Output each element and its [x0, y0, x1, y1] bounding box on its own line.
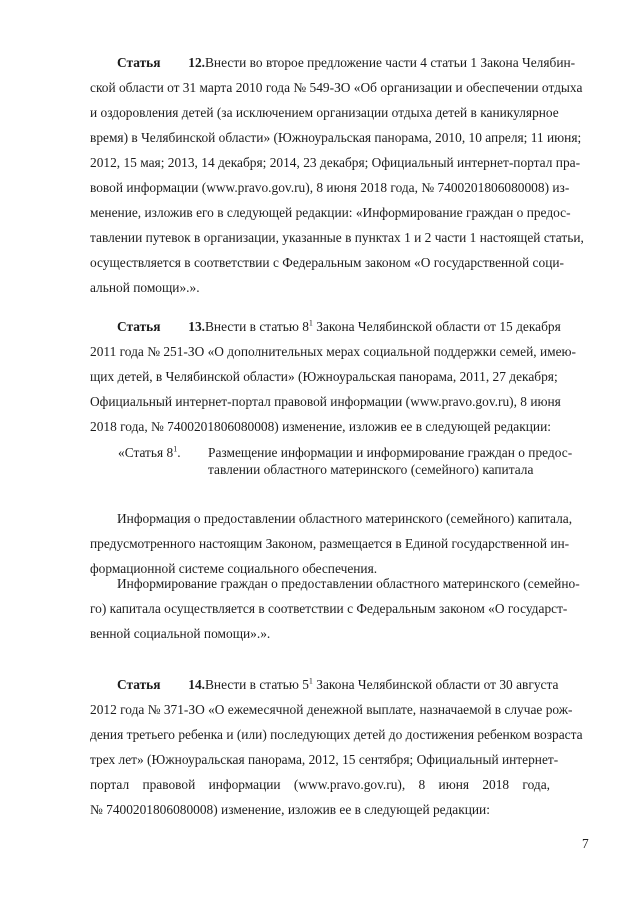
- page-number: 7: [582, 836, 589, 851]
- article-12-line-5: 2012, 15 мая; 2013, 14 декабря; 2014, 23 декабря; Официальный интернет-портал пра-: [90, 155, 581, 170]
- article-12-label: Статья 12.: [117, 55, 205, 70]
- article-12-line-3: и оздоровления детей (за исключением организации отдыха детей в каникулярное: [90, 105, 559, 120]
- article-14-line-1: Статья 14.Внести в статью $5^1$ Закона Челябинской области от 30 августа: [117, 676, 559, 692]
- article-13-line-3: щих детей, в Челябинской области» (Южноуральская панорама, 2011, 27 декабря;: [90, 369, 558, 384]
- subarticle-title-line-2: тавлении областного материнского (семейного) капитала: [208, 462, 534, 477]
- subarticle-heading: [118, 444, 573, 480]
- paragraph-informing-line-1: Информирование граждан о предоставлении областного материнского (семейно-: [117, 576, 580, 591]
- article-14-line-6: № 7400201806080008) изменение, изложив ее в следующей редакции:: [90, 802, 490, 817]
- article-14-label: Статья 14.: [117, 677, 205, 692]
- article-12-line-4: время) в Челябинской области» (Южноуральская панорама, 2010, 10 апреля; 11 июня;: [90, 130, 582, 145]
- article-12-line-8: тавлении путевок в организации, указанные в пунктах 1 и 2 части 1 настоящей статьи,: [90, 230, 584, 245]
- article-14-line-2: 2012 года № 371-ЗО «О ежемесячной денежной выплате, назначаемой в случае рож-: [90, 702, 573, 717]
- paragraph-info-line-1: Информация о предоставлении областного материнского (семейного) капитала,: [117, 511, 573, 526]
- article-14-line-5: портал правовой информации (www.pravo.gov.ru), 8 июня 2018 года,: [90, 777, 550, 792]
- article-13-line-1: Статья 13.Внести в статью $8^1$ Закона Челябинской области от 15 декабря: [117, 318, 561, 334]
- article-12-line-9: осуществляется в соответствии с Федеральным законом «О государственной соци-: [90, 255, 564, 270]
- paragraph-informing-line-3: венной социальной помощи».».: [90, 626, 271, 641]
- article-12-line-10: альной помощи».».: [90, 280, 200, 295]
- subarticle-title-line-1: Размещение информации и информирование граждан о предос-: [208, 445, 573, 460]
- paragraph-informing-line-2: го) капитала осуществляется в соответствии с Федеральным законом «О государст-: [90, 601, 568, 616]
- article-14-line-4: трех лет» (Южноуральская панорама, 2012, 15 сентября; Официальный интернет-: [90, 752, 559, 767]
- article-13-label: Статья 13.: [117, 319, 205, 334]
- article-12-line-6: вовой информации (www.pravo.gov.ru), 8 июня 2018 года, № 7400201806080008) из-: [90, 180, 570, 195]
- article-12-line-1: Статья 12.Внести во второе предложение части 4 статьи 1 Закона Челябин-: [117, 55, 576, 70]
- article-14-line-3: дения третьего ребенка и (или) последующих детей до достижения ребенком возраста: [90, 727, 583, 742]
- article-13-line-5: 2018 года, № 7400201806080008) изменение, изложив ее в следующей редакции:: [90, 419, 551, 434]
- article-13-line-4: Официальный интернет-портал правовой информации (www.pravo.gov.ru), 8 июня: [90, 394, 561, 409]
- paragraph-info-line-2: предусмотренного настоящим Законом, размещается в Единой государственной ин-: [90, 536, 570, 551]
- article-13-line-2: 2011 года № 251-ЗО «О дополнительных мерах социальной поддержки семей, имею-: [90, 344, 576, 359]
- paragraph-info-line-3: формационной системе социального обеспечения.: [90, 561, 378, 576]
- article-12-line-7: менение, изложив его в следующей редакции: «Информирование граждан о предос-: [90, 205, 571, 220]
- article-12-line-2: ской области от 31 марта 2010 года № 549-ЗО «Об организации и обеспечении отдыха: [90, 80, 583, 95]
- subarticle-label: «Статья $8^1$.: [118, 444, 181, 460]
